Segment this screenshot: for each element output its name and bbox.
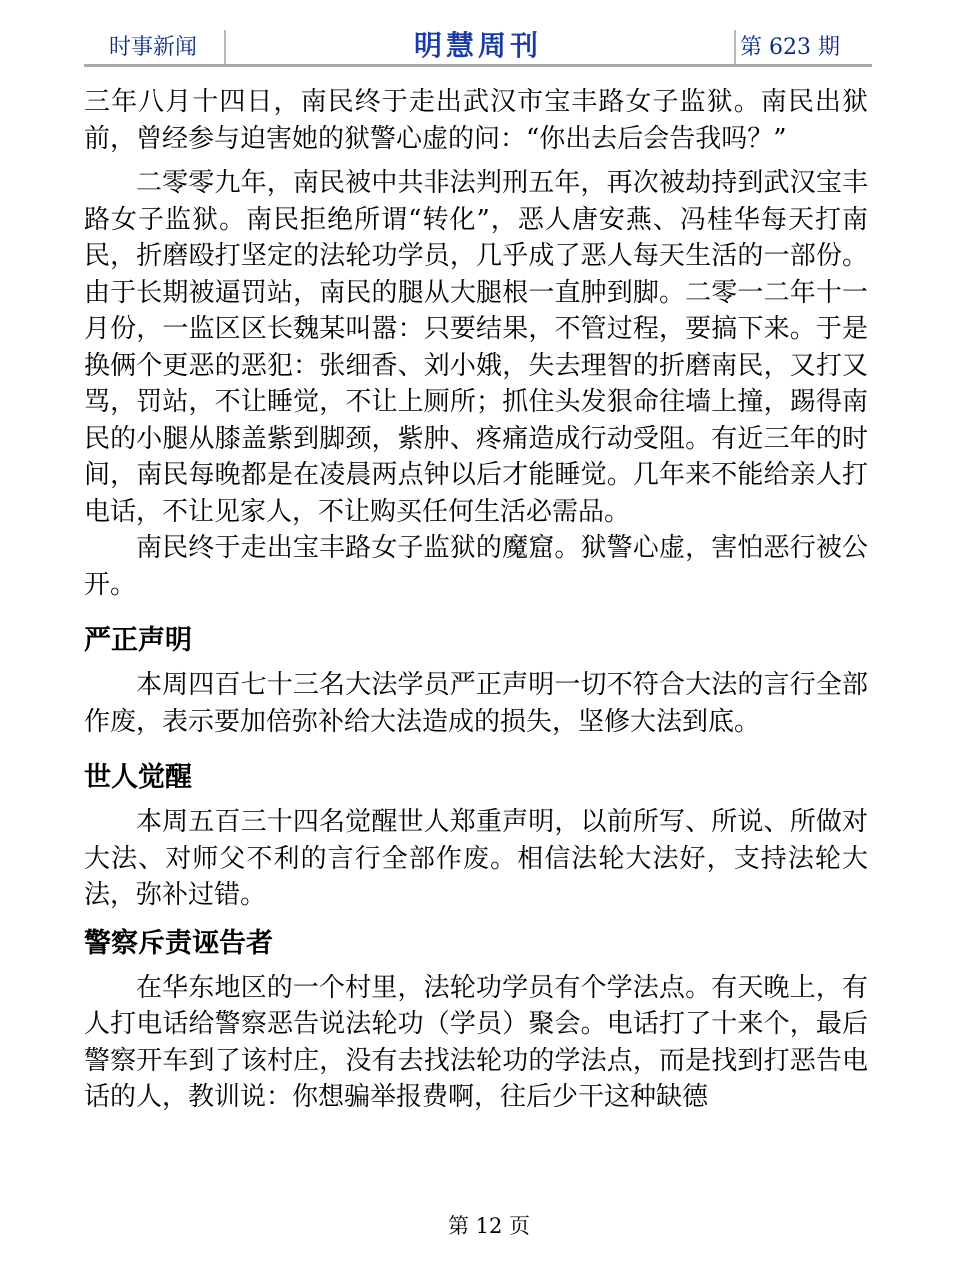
section-body: 在华东地区的一个村里，法轮功学员有个学法点。有天晚上，有人打电话给警察恶告说法轮功（学员）聚会。电话打了十来个，最后警察开车到了该村庄，没有去找法轮功的学法点，而是找到打恶告电话的人，教训说：你想骗举报费啊，往后少干这种缺德 (84, 972, 868, 1112)
article-body (84, 84, 868, 1116)
header-rule (84, 64, 872, 67)
section-heading-awakening: 世人觉醒 (84, 762, 192, 793)
section-label: 时事新闻 (109, 35, 198, 60)
section-heading-solemn-declaration: 严正声明 (84, 625, 192, 656)
header-divider-right (734, 30, 736, 64)
paragraph-continued: 三年八月十四日，南民终于走出武汉市宝丰路女子监狱。南民出狱前，曾经参与迫害她的狱警心虚的问：“你出去后会告我吗？” (84, 87, 868, 154)
paragraph: 南民终于走出宝丰路女子监狱的魔窟。狱警心虚，害怕恶行被公开。 (84, 533, 868, 600)
page-header (84, 18, 872, 66)
issue-number: 第 623 期 (740, 35, 840, 60)
section-heading-police-rebuke: 警察斥责诬告者 (84, 927, 273, 959)
section-body: 本周四百七十三名大法学员严正声明一切不符合大法的言行全部作废，表示要加倍弥补给大法造成的损失，坚修大法到底。 (84, 670, 868, 737)
section-body: 本周五百三十四名觉醒世人郑重声明，以前所写、所说、所做对大法、对师父不利的言行全部作废。相信法轮大法好，支持法轮大法，弥补过错。 (84, 807, 868, 910)
page-number: 第 12 页 (447, 1214, 531, 1238)
publication-title: 明慧周刊 (413, 29, 542, 62)
paragraph: 二零零九年，南民被中共非法判刑五年，再次被劫持到武汉宝丰路女子监狱。南民拒绝所谓“转化”，恶人唐安燕、冯桂华每天打南民，折磨殴打坚定的法轮功学员，几乎成了恶人每天生活的一部份。由于长期被逼罚站，南民的腿从大腿根一直肿到脚。二零一二年十一月份，一监区区长魏某叫嚣：只要结果，不管过程，要搞下来。于是换俩个更恶的恶犯：张细香、刘小娥，失去理智的折磨南民，又打又骂，罚站，不让睡觉，不让上厕所；抓住头发狠命往墙上撞，踢得南民的小腿从膝盖紫到脚颈，紫肿、疼痛造成行动受阻。有近三年的时间，南民每晚都是在凌晨两点钟以后才能睡觉。几年来不能给亲人打电话，不让见家人，不让购买任何生活必需品。 (84, 168, 868, 527)
